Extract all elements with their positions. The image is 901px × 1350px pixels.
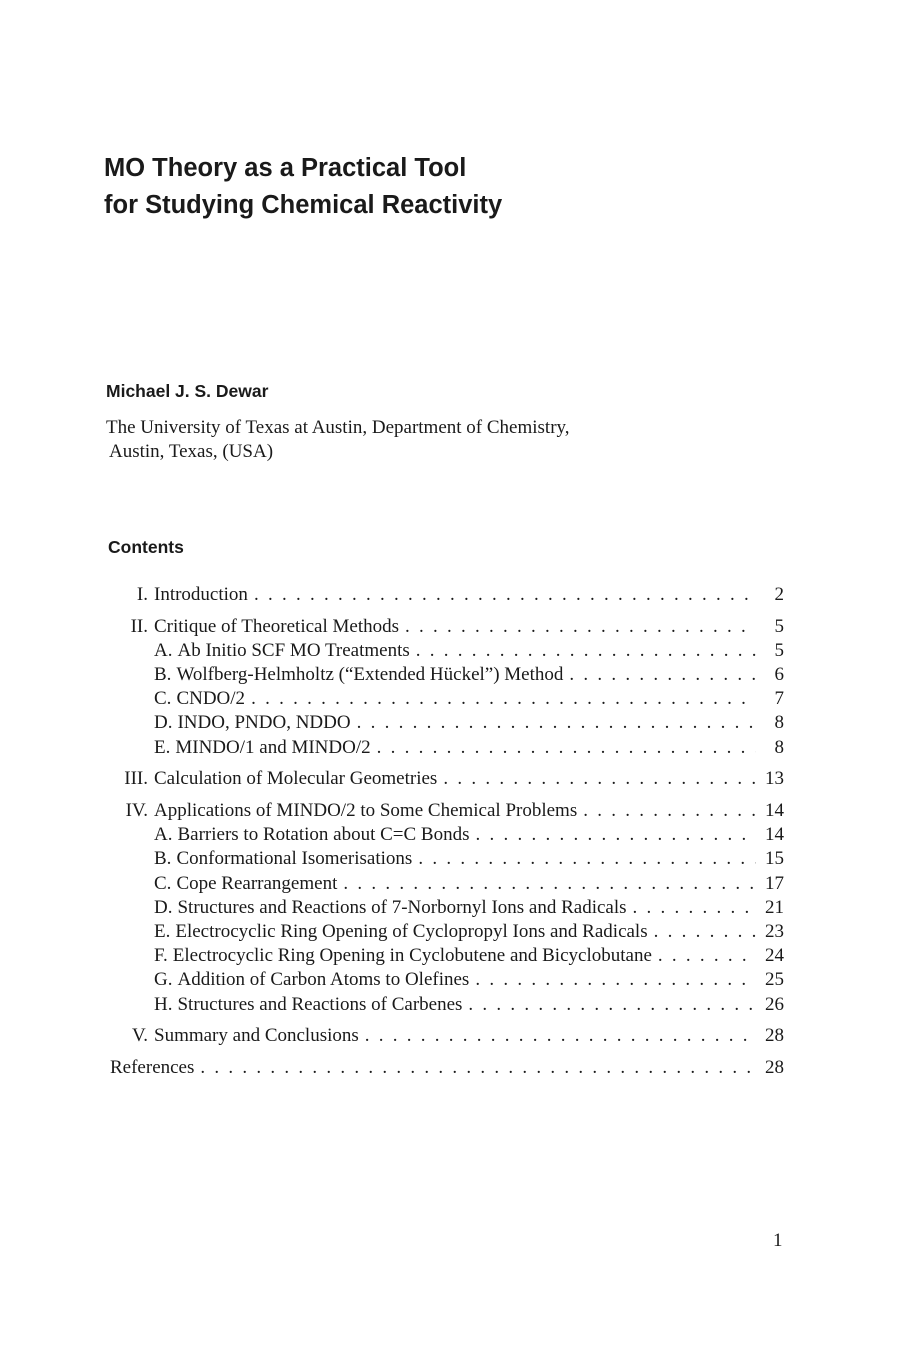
toc-page-number: 14: [765, 824, 784, 846]
toc-subentry: [106, 945, 784, 969]
toc-entry: [106, 800, 784, 824]
toc-entry-title: References: [110, 1056, 195, 1078]
toc-leader-dots: [475, 969, 756, 991]
toc-leader-dots: [468, 994, 756, 1016]
toc-page-number: 28: [765, 1025, 784, 1047]
toc-entry: [106, 1025, 784, 1049]
toc-page-number: 26: [765, 993, 784, 1015]
toc-leader-dots: [658, 945, 756, 967]
toc-entry: [106, 584, 784, 608]
toc-entry: [106, 616, 784, 640]
toc-subentry: [106, 640, 784, 664]
toc-subsection-letter: F.: [154, 945, 168, 967]
toc-entry-title: Electrocyclic Ring Opening in Cyclobutene and Bicyclobutane: [172, 945, 652, 967]
toc-entry-title: Ab Initio SCF MO Treatments: [177, 639, 410, 661]
toc-entry-title: Summary and Conclusions: [154, 1025, 359, 1047]
toc-entry: [106, 768, 784, 792]
toc-page-number: 25: [765, 969, 784, 991]
toc-entry-title: Introduction: [154, 584, 248, 605]
author-affiliation: [106, 416, 570, 464]
toc-leader-dots: [377, 737, 756, 759]
toc-subsection-letter: H.: [154, 993, 173, 1015]
toc-entry-title: Electrocyclic Ring Opening of Cyclopropyl Ions and Radicals: [175, 920, 648, 942]
toc-leader-dots: [416, 640, 756, 662]
toc-subentry: [106, 897, 784, 921]
toc-leader-dots: [251, 688, 756, 710]
toc-subentry: [106, 848, 784, 872]
toc-page-number: 8: [774, 712, 784, 734]
contents-heading: Contents: [108, 537, 184, 557]
toc-entry-title: Conformational Isomerisations: [176, 848, 413, 870]
toc-entry-title: Critique of Theoretical Methods: [154, 615, 400, 637]
toc-subentry: [106, 688, 784, 712]
toc-entry-title: MINDO/1 and MINDO/2: [175, 736, 371, 758]
toc-subsection-letter: C.: [154, 688, 172, 710]
toc-page-number: 7: [774, 688, 784, 710]
toc-leader-dots: [357, 712, 756, 734]
affiliation-line-2: Austin, Texas, (USA): [109, 441, 274, 462]
toc-subsection-letter: A.: [154, 639, 173, 661]
toc-page-number: 2: [774, 584, 784, 605]
toc-page-number: 14: [765, 800, 784, 821]
toc-page-number: 24: [765, 945, 784, 967]
toc-leader-dots: [200, 1057, 756, 1079]
toc-section-number: V.: [131, 1025, 148, 1047]
toc-entry-title: CNDO/2: [176, 688, 246, 710]
toc-subentry: [106, 664, 784, 688]
toc-page-number: 15: [765, 848, 784, 870]
toc-leader-dots: [476, 824, 757, 846]
toc-subentry: [106, 921, 784, 945]
toc-leader-dots: [405, 616, 756, 638]
page-number: 1: [773, 1230, 783, 1251]
toc-subentry: [106, 737, 784, 761]
toc-entry-title: Addition of Carbon Atoms to Olefines: [177, 969, 470, 991]
toc-subentry: [106, 994, 784, 1018]
toc-subsection-letter: B.: [154, 664, 172, 686]
toc-section-number: I.: [136, 584, 148, 605]
toc-entry-title: Structures and Reactions of 7-Norbornyl Ions and Radicals: [177, 896, 627, 918]
toc-leader-dots: [418, 848, 756, 870]
toc-page-number: 5: [774, 639, 784, 661]
toc-subsection-letter: E.: [154, 920, 171, 942]
toc-page-number: 28: [765, 1056, 784, 1078]
toc-subsection-letter: D.: [154, 712, 173, 734]
toc-entry-title: Wolfberg-Helmholtz (“Extended Hückel”) Method: [176, 664, 564, 686]
toc-leader-dots: [583, 800, 756, 822]
toc-entry: [106, 1057, 784, 1081]
toc-entry-title: Applications of MINDO/2 to Some Chemical Problems: [154, 800, 578, 821]
toc-subsection-letter: D.: [154, 896, 173, 918]
toc-leader-dots: [254, 584, 756, 606]
toc-subsection-letter: C.: [154, 872, 172, 894]
toc-subentry: [106, 873, 784, 897]
toc-entry-title: Calculation of Molecular Geometries: [154, 768, 438, 790]
toc-subentry: [106, 824, 784, 848]
affiliation-line-1: The University of Texas at Austin, Department of Chemistry,: [106, 417, 570, 438]
toc-page-number: 21: [765, 896, 784, 918]
toc-leader-dots: [654, 921, 756, 943]
toc-entry-title: Structures and Reactions of Carbenes: [177, 993, 463, 1015]
toc-leader-dots: [633, 897, 756, 919]
toc-subsection-letter: A.: [154, 824, 173, 846]
paper-title-line-1: MO Theory as a Practical Tool: [104, 154, 467, 182]
toc-subsection-letter: G.: [154, 969, 173, 991]
paper-title: [104, 150, 502, 224]
toc-subsection-letter: B.: [154, 848, 172, 870]
toc-subentry: [106, 712, 784, 736]
author-name: Michael J. S. Dewar: [106, 381, 269, 401]
toc-leader-dots: [569, 664, 756, 686]
toc-entry-title: Barriers to Rotation about C=C Bonds: [177, 824, 470, 846]
toc-page-number: 5: [774, 615, 784, 637]
toc-leader-dots: [343, 873, 756, 895]
toc-page-number: 8: [774, 736, 784, 758]
toc-subentry: [106, 969, 784, 993]
toc-leader-dots: [443, 768, 756, 790]
toc-entry-title: INDO, PNDO, NDDO: [177, 712, 351, 734]
toc-section-number: III.: [124, 768, 148, 790]
toc-section-number: II.: [130, 615, 148, 637]
toc-page-number: 6: [774, 664, 784, 686]
paper-title-line-2: for Studying Chemical Reactivity: [104, 191, 503, 219]
toc-page-number: 17: [765, 872, 784, 894]
table-of-contents: [106, 584, 784, 1081]
toc-page-number: 13: [765, 768, 784, 790]
toc-page-number: 23: [765, 920, 784, 942]
toc-section-number: IV.: [125, 800, 148, 821]
toc-leader-dots: [365, 1025, 756, 1047]
toc-subsection-letter: E.: [154, 736, 171, 758]
toc-entry-title: Cope Rearrangement: [176, 872, 338, 894]
